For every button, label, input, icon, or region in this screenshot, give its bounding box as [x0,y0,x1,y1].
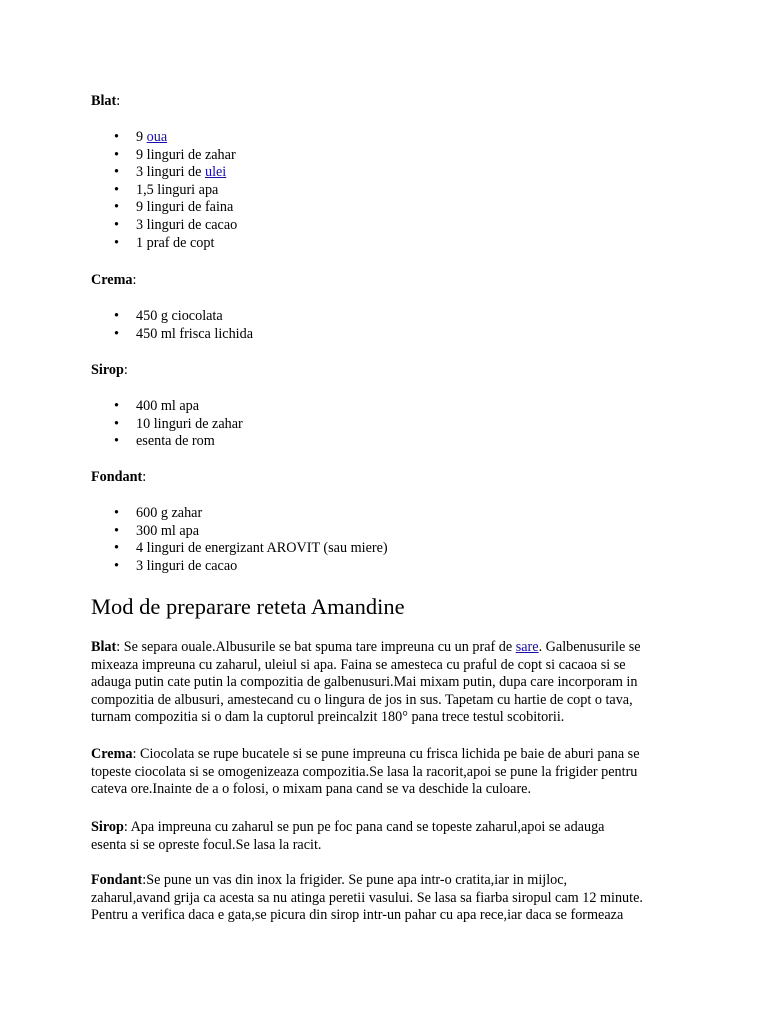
bullet-icon: • [114,199,119,216]
ingredient-item: • 1,5 linguri apa [114,181,219,198]
text-line: Pentru a verifica daca e gata,se picura din sirop intr-un pahar cu apa rece,iar daca se formeaza [91,907,624,924]
sirop-label: Sirop: [91,362,128,378]
oua-link[interactable]: oua [146,129,168,145]
bullet-icon: • [114,308,119,324]
ingredient-item: • 1 praf de copt [114,234,215,251]
bullet-icon: • [114,398,119,414]
blat-ingredient-list [91,129,237,252]
crema-label: Crema: [91,272,137,288]
sirop-step-paragraph [91,819,681,854]
sirop-ingredient-list [91,398,243,451]
ingredient-item: • esenta de rom [114,433,215,450]
text-line: adauga putin cate putin la compozitia de galbenusuri.Mai mixam putin, dupa care incorporam in [91,674,638,691]
text-line: turnam compozitia si o dam la cuptorul preincalzit 180° pana trece testul scobitorii. [91,709,565,726]
blat-step-paragraph [91,639,681,727]
bullet-icon: • [114,415,119,432]
bullet-icon: • [114,146,119,163]
text-line: Blat: Se separa ouale.Albusurile se bat spuma tare impreuna cu un praf de sare. Galbenusurile se [91,639,641,655]
text-line: Crema: Ciocolata se rupe bucatele si se pune impreuna cu frisca lichida pe baie de aburi pana se [91,746,640,762]
bullet-icon: • [114,129,119,145]
sare-link[interactable]: sare [515,639,539,655]
ingredient-item: • 9 linguri de faina [114,199,234,216]
ingredient-item: • 600 g zahar [114,505,203,521]
text-line: cateva ore.Inainte de a o folosi, o mixam pana cand se va deschide la culoare. [91,781,532,798]
ingredient-item: • 3 linguri de cacao [114,216,238,233]
text-line: mixeaza impreuna cu zaharul, uleiul si apa. Faina se amesteca cu praful de copt si cacaoa si se [91,656,626,673]
bullet-icon: • [114,234,119,251]
bullet-icon: • [114,557,119,574]
text-line: Sirop: Apa impreuna cu zaharul se pun pe foc pana cand se topeste zaharul,apoi se adauga [91,819,605,835]
ingredient-item: • 9 oua [114,129,168,145]
ingredient-item: • 10 linguri de zahar [114,415,243,432]
ingredient-item: • 400 ml apa [114,398,200,414]
fondant-step-paragraph [91,872,681,925]
crema-ingredient-list [91,308,253,343]
fondant-label: Fondant: [91,469,147,485]
ingredient-item: • 9 linguri de zahar [114,146,236,163]
crema-step-paragraph [91,746,681,799]
bullet-icon: • [114,181,119,198]
ingredient-item: • 450 g ciocolata [114,308,223,324]
text-line: topeste ciocolata si se omogenizeaza compozitia.Se lasa la racorit,apoi se pune la frigider pentru [91,763,638,780]
text-line: esenta si se opreste focul.Se lasa la racit. [91,836,322,853]
ingredient-item: • 4 linguri de energizant AROVIT (sau miere) [114,540,388,557]
fondant-ingredient-list [91,505,388,575]
bullet-icon: • [114,216,119,233]
bullet-icon: • [114,164,119,181]
bullet-icon: • [114,325,119,342]
preparation-heading: Mod de preparare reteta Amandine [91,594,405,619]
bullet-icon: • [114,522,119,539]
bullet-icon: • [114,433,119,450]
ulei-link[interactable]: ulei [204,164,227,181]
text-line: compozitia de albusuri, amestecand cu o lingura de jos in sus. Tapetam cu hartie de copt o tava, [91,691,633,708]
ingredient-item: • 3 linguri de ulei [114,164,227,181]
bullet-icon: • [114,505,119,521]
text-line: Fondant:Se pune un vas din inox la frigider. Se pune apa intr-o cratita,iar in mijloc, [91,872,568,888]
ingredient-item: • 450 ml frisca lichida [114,325,254,342]
ingredient-item: • 300 ml apa [114,522,200,539]
bullet-icon: • [114,540,119,557]
ingredient-item: • 3 linguri de cacao [114,557,238,574]
text-line: zaharul,avand grija ca acesta sa nu atinga peretii vasului. Se lasa sa fiarba siropul cam 12 minute. [91,889,643,906]
blat-label: Blat: [91,93,121,109]
